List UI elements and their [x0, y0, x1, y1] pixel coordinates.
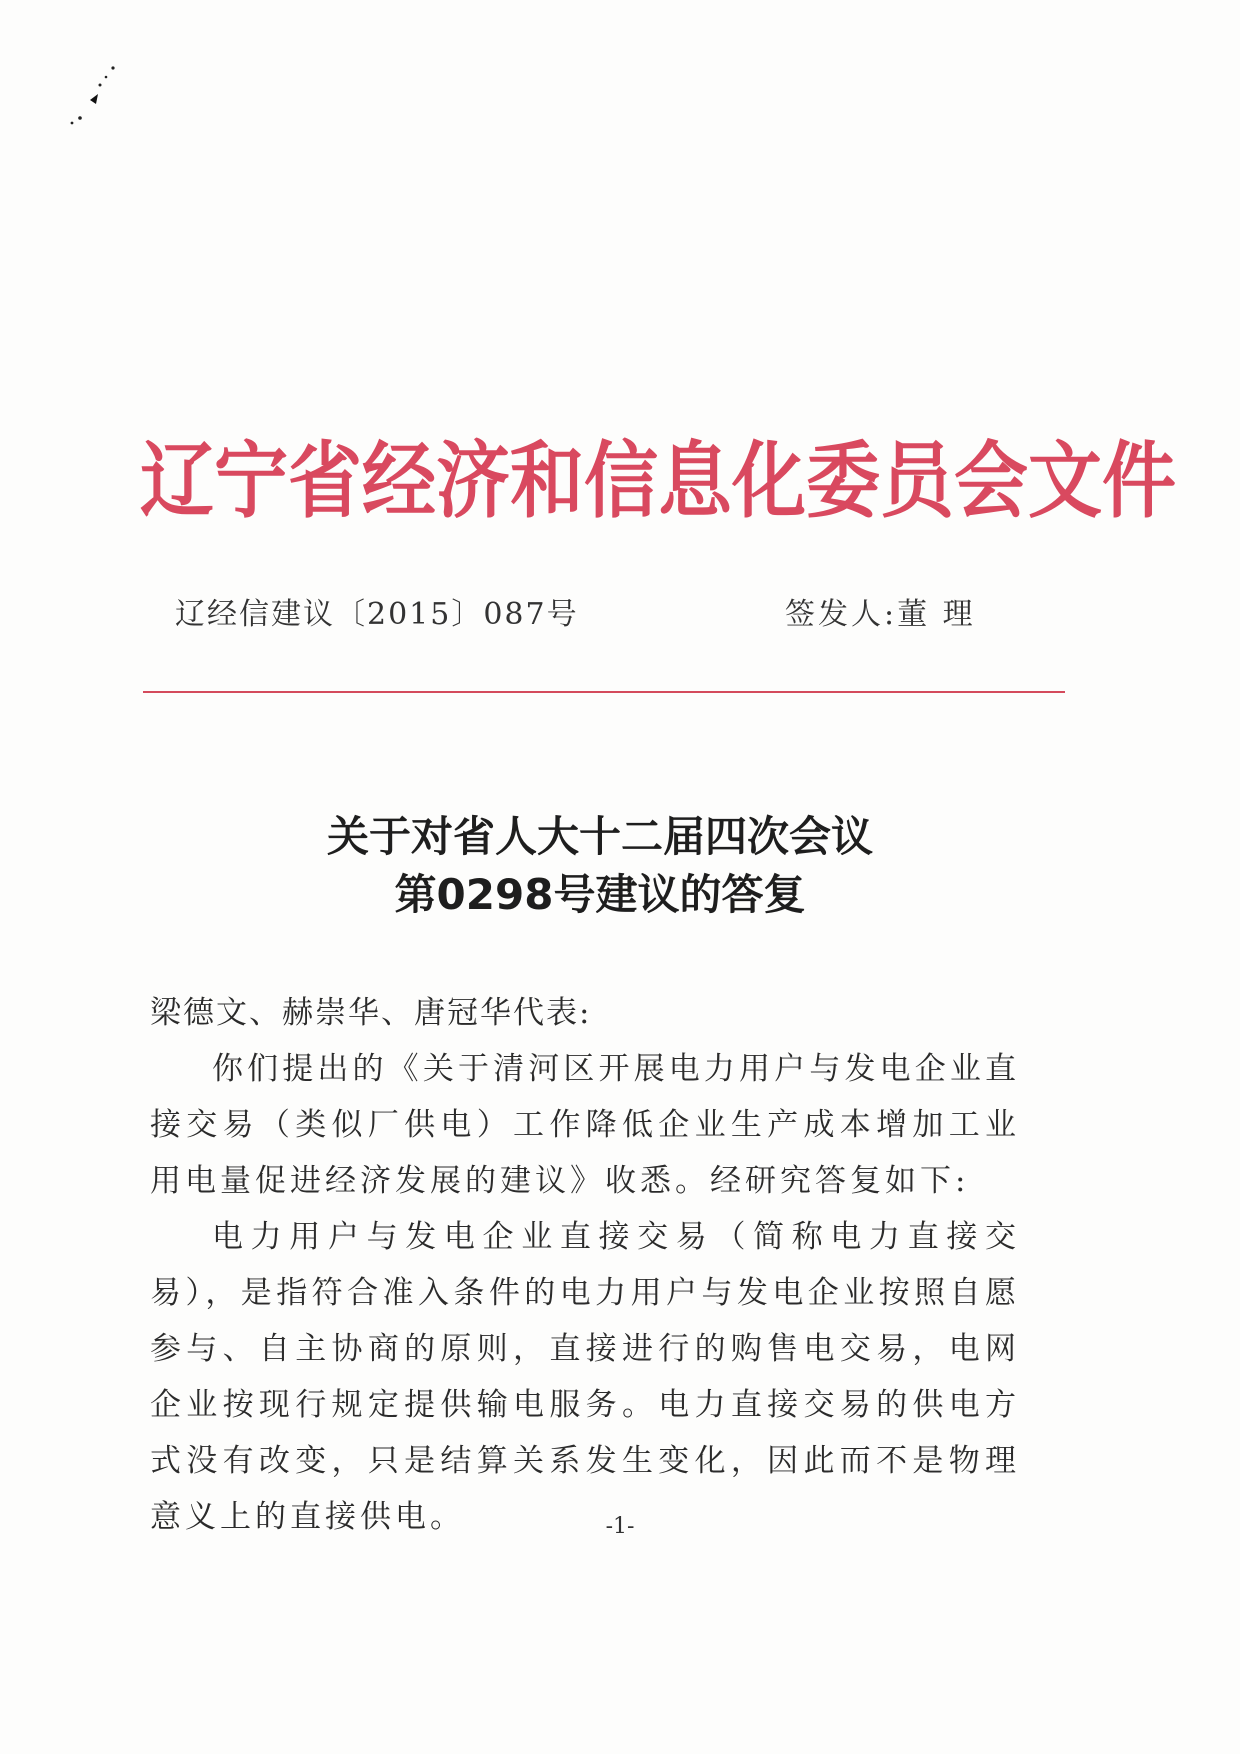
issuer-title: 辽宁省经济和信息化委员会文件: [140, 433, 1176, 530]
document-heading: [200, 808, 1000, 924]
salutation: 梁德文、赫崇华、唐冠华代表:: [150, 995, 592, 1031]
body-paragraph: 你们提出的《关于清河区开展电力用户与发电企业直接交易（类似厂供电）工作降低企业生产成本增加工业用电量促进经济发展的建议》收悉。经研究答复如下:: [150, 1051, 1020, 1199]
scan-speck: [78, 116, 82, 120]
body-paragraph: 电力用户与发电企业直接交易（简称电力直接交易），是指符合准入条件的电力用户与发电企业按照自愿参与、自主协商的原则，直接进行的购售电交易，电网企业按现行规定提供输电服务。电力直接交易的供电方式没有改变，只是结算关系发生变化，因此而不是物理意义上的直接供电。: [150, 1219, 1020, 1535]
heading-line-2: 第0298号建议的答复: [394, 870, 806, 919]
scan-speck: [105, 76, 108, 79]
scan-speck: [111, 66, 114, 69]
document-body: [150, 985, 1020, 1545]
heading-line-1: 关于对省人大十二届四次会议: [326, 812, 873, 861]
scan-speck: [90, 94, 98, 104]
document-number: 辽经信建议〔2015〕087号: [175, 597, 579, 632]
signer: 签发人:董 理: [785, 597, 976, 632]
scan-speck: [71, 122, 74, 125]
scan-speck: [99, 84, 102, 87]
red-divider-rule: [143, 691, 1065, 693]
page-number: -1-: [605, 1514, 635, 1539]
scan-specks: [60, 60, 130, 140]
